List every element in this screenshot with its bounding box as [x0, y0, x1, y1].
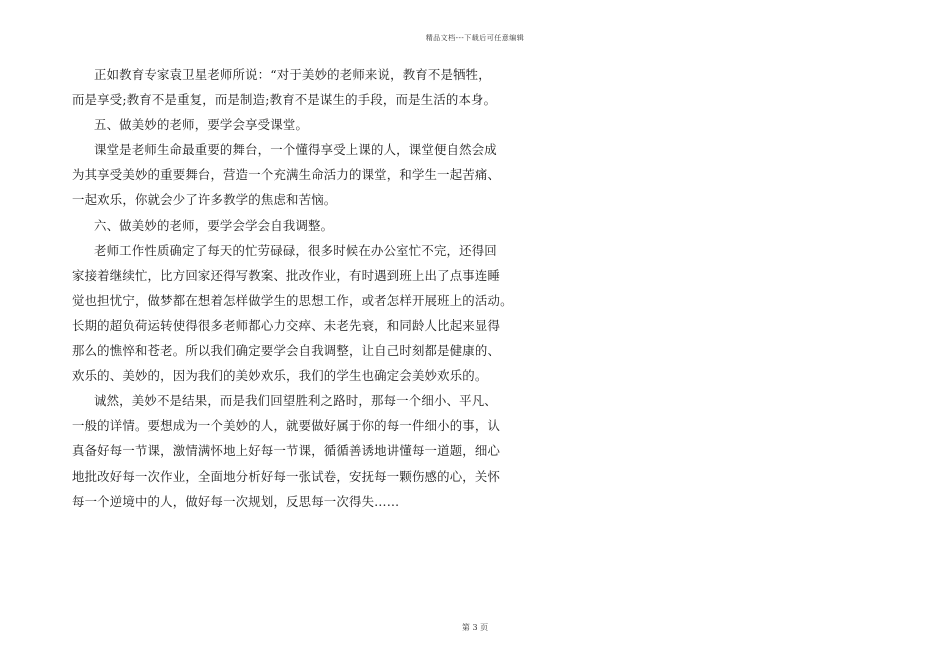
- page-header: 精品文档---下载后可任意编辑: [425, 34, 525, 42]
- text-line: 家接着继续忙，比方回家还得写教案、批改作业，有时遇到班上出了点事连睡: [72, 267, 501, 283]
- text-line: 正如教育专家袁卫星老师所说：“对于美妙的老师来说，教育不是牺牲，: [94, 67, 491, 82]
- text-line: 而是享受;教育不是重复，而是制造;教育不是谋生的手段，而是生活的本身。: [72, 92, 497, 108]
- text-line: 觉也担忧宁，做梦都在想着怎样做学生的思想工作，或者怎样开展班上的活动。: [72, 292, 513, 308]
- text-line: 一般的详情。要想成为一个美妙的人，就要做好属于你的每一件细小的事，认: [72, 418, 501, 434]
- text-line: 那么的憔悴和苍老。所以我们确定要学会自我调整，让自己时刻都是健康的、: [72, 343, 501, 359]
- text-line: 课堂是老师生命最重要的舞台，一个懂得享受上课的人，课堂便自然会成: [94, 142, 497, 158]
- text-line: 地批改好每一次作业，全面地分析好每一张试卷，安抚每一颗伤感的心，关怀: [72, 468, 501, 484]
- text-line: 真备好每一节课，激情满怀地上好每一节课，循循善诱地讲懂每一道题，细心: [72, 443, 501, 459]
- text-line: 一起欢乐，你就会少了许多教学的焦虑和苦恼。: [72, 192, 337, 208]
- text-line: 六、做美妙的老师，要学会学会自我调整。: [94, 217, 334, 233]
- text-line: 老师工作性质确定了每天的忙劳碌碌，很多时候在办公室忙不完，还得回: [94, 242, 497, 258]
- document-body: [72, 62, 513, 514]
- text-line: 五、做美妙的老师，要学会享受课堂。: [94, 117, 309, 133]
- page-number: 第 3 页: [461, 623, 489, 632]
- text-line: 欢乐的、美妙的，因为我们的美妙欢乐，我们的学生也确定会美妙欢乐的。: [72, 368, 488, 384]
- text-line: 长期的超负荷运转使得很多老师都心力交瘁、未老先衰，和同龄人比起来显得: [72, 317, 501, 333]
- text-line: 为其享受美妙的重要舞台，营造一个充满生命活力的课堂，和学生一起苦痛、: [72, 167, 501, 183]
- text-line: 诚然，美妙不是结果，而是我们回望胜利之路时，那每一个细小、平凡、: [94, 393, 497, 409]
- text-line: 每一个逆境中的人，做好每一次规划，反思每一次得失……: [72, 493, 400, 509]
